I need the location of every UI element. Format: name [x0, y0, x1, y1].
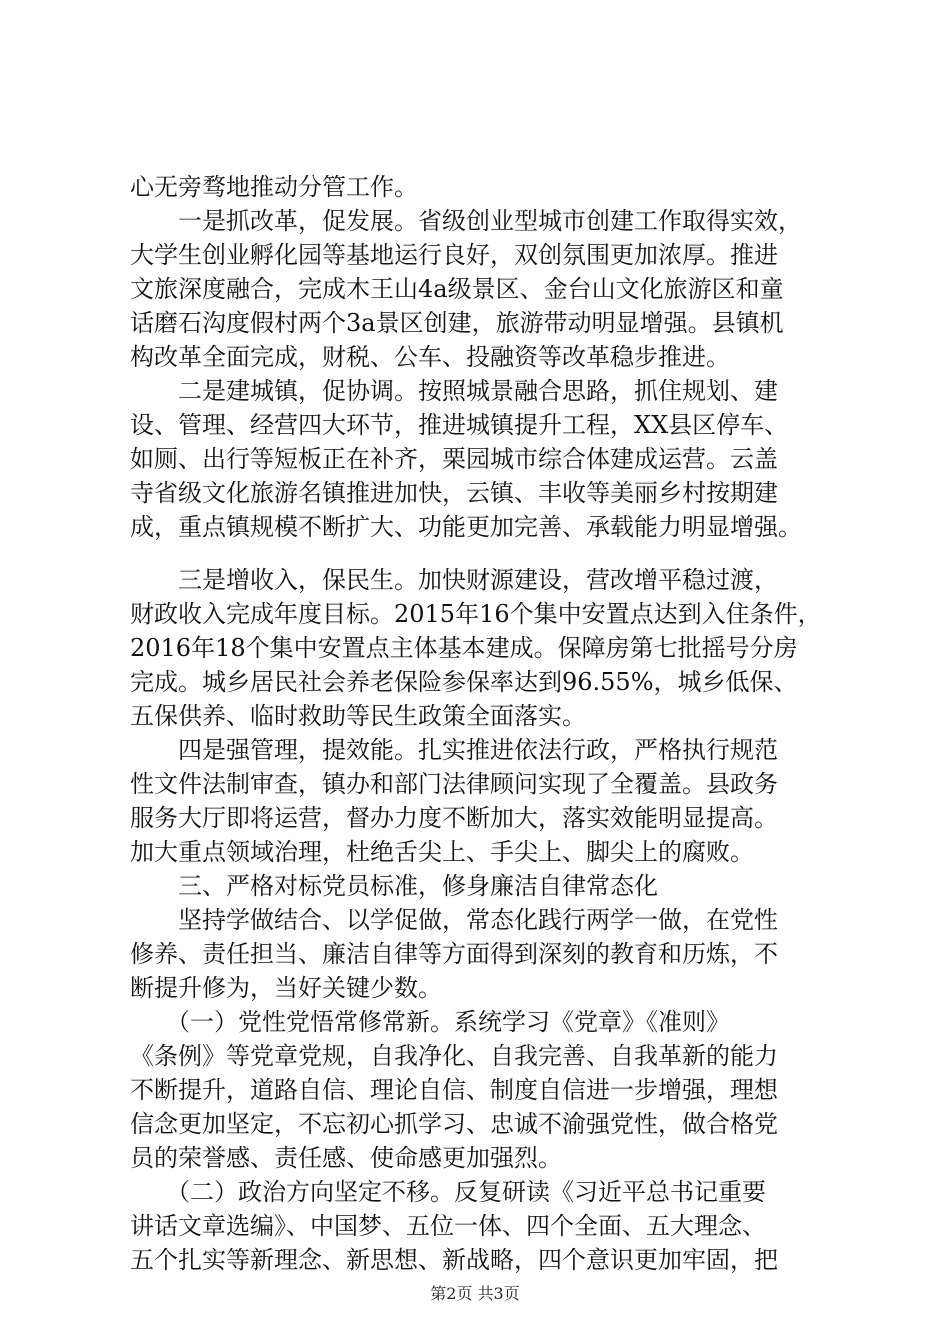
text-line: 文旅深度融合，完成木王山4a级景区、金台山文化旅游区和童: [130, 275, 784, 303]
text-line: 坚持学做结合、以学促做，常态化践行两学一做，在党性: [130, 906, 778, 934]
text-line: 完成。城乡居民社会养老保险参保率达到96.55%，城乡低保、: [130, 668, 798, 696]
text-line: 讲话文章选编》、中国梦、五位一体、四个全面、五大理念、: [130, 1212, 766, 1240]
text-line: 不断提升，道路自信、理论自信、制度自信进一步增强，理想: [130, 1076, 778, 1104]
text-line: 大学生创业孵化园等基地运行良好，双创氛围更加浓厚。推进: [130, 241, 778, 269]
text-line: 信念更加坚定，不忘初心抓学习、忠诚不渝强党性，做合格党: [130, 1110, 778, 1138]
text-line: 心无旁骛地推动分管工作。: [130, 173, 418, 201]
text-line: 一是抓改革，促发展。省级创业型城市创建工作取得实效，: [130, 207, 802, 235]
text-line: 服务大厅即将运营，督办力度不断加大，落实效能明显提高。: [130, 804, 778, 832]
text-line: （二）政治方向坚定不移。反复研读《习近平总书记重要: [130, 1178, 766, 1206]
page-number-footer: 第2页 共3页: [430, 1284, 520, 1303]
text-line: 四是强管理，提效能。扎实推进依法行政，严格执行规范: [130, 736, 778, 764]
text-line: 如厕、出行等短板正在补齐，栗园城市综合体建成运营。云盖: [130, 445, 778, 473]
text-line: 《条例》等党章党规，自我净化、自我完善、自我革新的能力: [130, 1042, 778, 1070]
text-line: 修养、责任担当、廉洁自律等方面得到深刻的教育和历炼，不: [130, 940, 778, 968]
text-line: 加大重点领域治理，杜绝舌尖上、手尖上、脚尖上的腐败。: [130, 838, 754, 866]
section-heading: 三、严格对标党员标准，修身廉洁自律常态化: [130, 872, 658, 900]
text-line: 2016年18个集中安置点主体基本建成。保障房第七批摇号分房: [130, 634, 798, 662]
text-line: 三是增收入，保民生。加快财源建设，营改增平稳过渡，: [130, 566, 778, 594]
text-line: 构改革全面完成，财税、公车、投融资等改革稳步推进。: [130, 343, 730, 371]
text-line: 设、管理、经营四大环节，推进城镇提升工程，XX县区停车、: [130, 411, 789, 439]
text-line: 员的荣誉感、责任感、使命感更加强烈。: [130, 1144, 562, 1172]
text-line: （一）党性党悟常修常新。系统学习《党章》《准则》: [130, 1008, 730, 1036]
text-line: 五个扎实等新理念、新思想、新战略，四个意识更加牢固，把: [130, 1246, 778, 1274]
text-line: 断提升修为，当好关键少数。: [130, 974, 442, 1002]
text-line: 成，重点镇规模不断扩大、功能更加完善、承载能力明显增强。: [130, 513, 802, 541]
text-line: 寺省级文化旅游名镇推进加快，云镇、丰收等美丽乡村按期建: [130, 479, 778, 507]
text-line: 财政收入完成年度目标。2015年16个集中安置点达到入住条件，: [130, 600, 822, 628]
text-line: 话磨石沟度假村两个3a景区创建，旅游带动明显增强。县镇机: [130, 309, 784, 337]
text-line: 五保供养、临时救助等民生政策全面落实。: [130, 702, 586, 730]
text-line: 二是建城镇，促协调。按照城景融合思路，抓住规划、建: [130, 377, 778, 405]
text-line: 性文件法制审查，镇办和部门法律顾问实现了全覆盖。县政务: [130, 770, 778, 798]
